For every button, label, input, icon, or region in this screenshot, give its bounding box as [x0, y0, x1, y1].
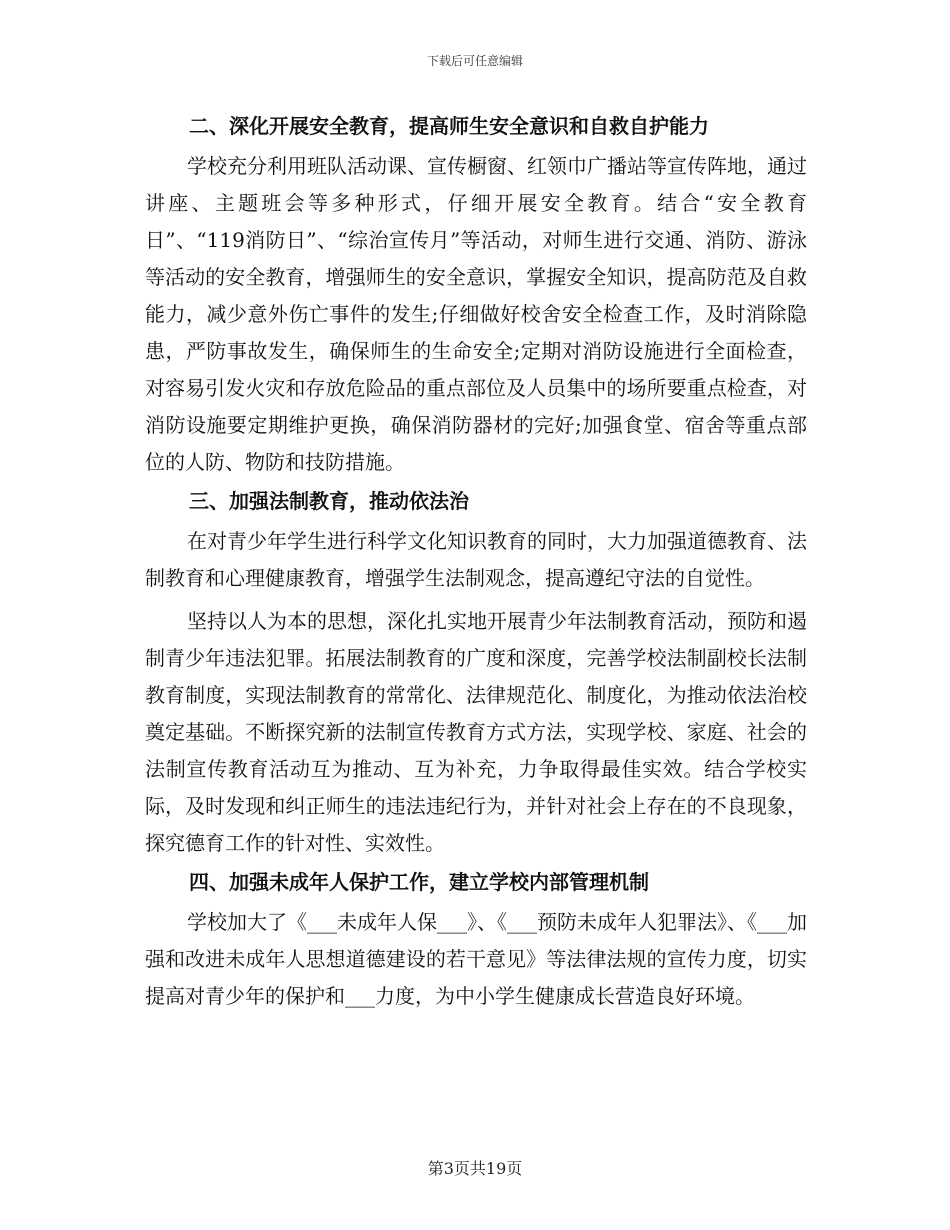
section-safety-education: [145, 112, 807, 481]
document-body: [145, 112, 807, 1021]
section-heading: 二、深化开展安全教育，提高师生安全意识和自救自护能力: [189, 114, 709, 138]
section-heading: 四、加强未成年人保护工作，建立学校内部管理机制: [189, 870, 649, 894]
paragraph: 学校充分利用班队活动课、宣传橱窗、红领巾广播站等宣传阵地，通过讲座、主题班会等多种形式，仔细开展安全教育。结合“安全教育日”、“119消防日”、“综治宣传月”等活动，对师生进行交通、消防、游泳等活动的安全教育，增强师生的安全意识，掌握安全知识，提高防范及自救能力，减少意外伤亡事件的发生;仔细做好校舍安全检查工作，及时消除隐患，严防事故发生，确保师生的生命安全;定期对消防设施进行全面检查，对容易引发火灾和存放危险品的重点部位及人员集中的场所要重点检查，对消防设施要定期维护更换，确保消防器材的完好;加强食堂、宿舍等重点部位的人防、物防和技防措施。: [145, 154, 807, 474]
section-heading: 三、加强法制教育，推动依法治: [189, 489, 469, 513]
paragraph: 在对青少年学生进行科学文化知识教育的同时，大力加强道德教育、法制教育和心理健康教育，增强学生法制观念，提高遵纪守法的自觉性。: [145, 529, 807, 590]
page-number: 第3页共19页: [427, 1159, 523, 1178]
page-header-note: 下载后可任意编辑: [426, 54, 523, 68]
paragraph: 学校加大了《___未成年人保___》、《___预防未成年人犯罪法》、《___加强和改进未成年人思想道德建设的若干意见》等法律法规的宣传力度，切实提高对青少年的保护和___力度，为中小学生健康成长营造良好环境。: [145, 910, 807, 1008]
section-minor-protection: [145, 868, 807, 1015]
section-legal-education: [145, 487, 807, 862]
paragraph: 坚持以人为本的思想，深化扎实地开展青少年法制教育活动，预防和遏制青少年违法犯罪。拓展法制教育的广度和深度，完善学校法制副校长法制教育制度，实现法制教育的常常化、法律规范化、制度化，为推动依法治校奠定基础。不断探究新的法制宣传教育方式方法，实现学校、家庭、社会的法制宣传教育活动互为推动、互为补充，力争取得最佳实效。结合学校实际，及时发现和纠正师生的违法违纪行为，并针对社会上存在的不良现象，探究德育工作的针对性、实效性。: [145, 609, 807, 855]
